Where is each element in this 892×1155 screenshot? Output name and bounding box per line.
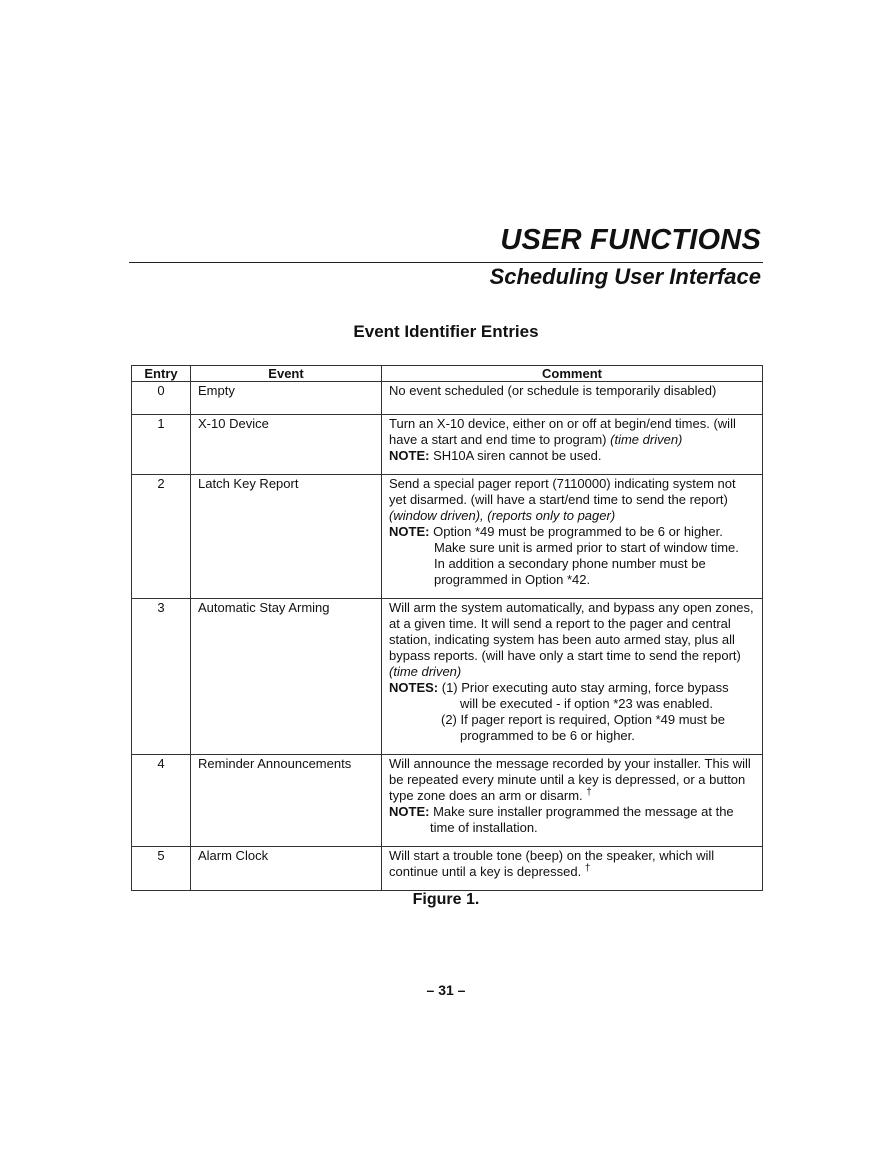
table-header-row [132, 366, 763, 382]
column-header-entry: Entry [132, 366, 191, 382]
entry-cell: 0 [132, 382, 191, 415]
title-rule [129, 262, 763, 263]
comment-italic: (time driven) [389, 664, 462, 679]
column-header-event: Event [191, 366, 382, 382]
page-subtitle: Scheduling User Interface [489, 264, 761, 289]
note-text: (1) Prior executing auto stay arming, force bypass [441, 680, 729, 695]
event-cell: X-10 Device [191, 415, 382, 475]
table-row [132, 755, 763, 847]
note-line: Make sure unit is armed prior to start of window time. [434, 540, 739, 555]
comment-italic: (time driven) [610, 432, 683, 447]
comment-cell [382, 755, 763, 847]
entry-cell: 4 [132, 755, 191, 847]
entry-cell: 3 [132, 599, 191, 755]
entry-cell: 2 [132, 475, 191, 599]
figure-caption: Figure 1. [412, 891, 480, 908]
event-cell: Empty [191, 382, 382, 415]
table-row [132, 847, 763, 891]
comment-cell [382, 599, 763, 755]
dagger-mark: † [586, 787, 592, 798]
table-row [132, 382, 763, 415]
dagger-mark: † [584, 863, 591, 874]
note-line: (2) If pager report is required, Option *49 must be [441, 712, 725, 727]
comment-text: Will announce the message recorded by your installer. This will be repeated every minute until a key is depressed, or a button type zone does an arm or disarm. [389, 756, 751, 803]
note-label: NOTES: [389, 680, 439, 695]
comment-cell [382, 475, 763, 599]
note-text: Option *49 must be programmed to be 6 or higher. [433, 524, 723, 539]
note-label: NOTE: [389, 448, 430, 463]
comment-text: Turn an X-10 device, either on or off at begin/end times. (will have a start and end time to program) [389, 416, 736, 447]
note-text: Make sure installer programmed the message at the [433, 804, 734, 819]
comment-text: Send a special pager report (7110000) indicating system not yet disarmed. (will have a start/end time to send the report) [389, 476, 736, 507]
note-line: programmed to be 6 or higher. [460, 728, 635, 743]
entry-cell: 5 [132, 847, 191, 891]
page-title: USER FUNCTIONS [500, 224, 761, 256]
section-title: Event Identifier Entries [353, 322, 539, 341]
column-header-comment: Comment [382, 366, 763, 382]
comment-cell [382, 382, 763, 415]
comment-text: No event scheduled (or schedule is temporarily disabled) [389, 383, 717, 398]
comment-text: Will arm the system automatically, and bypass any open zones, at a given time. It will send a report to the pager and central station, indicating system has been auto armed stay, plus all bypass reports. (will have only a start time to send the report) [389, 600, 754, 663]
note-line: will be executed - if option *23 was enabled. [460, 696, 713, 711]
event-cell: Alarm Clock [191, 847, 382, 891]
event-identifier-table [131, 365, 763, 891]
table-row [132, 599, 763, 755]
table-row [132, 415, 763, 475]
event-cell: Latch Key Report [191, 475, 382, 599]
comment-italic: (window driven), (reports only to pager) [389, 508, 616, 523]
note-line: programmed in Option *42. [434, 572, 591, 587]
comment-text: Will start a trouble tone (beep) on the speaker, which will continue until a key is depressed. [389, 848, 715, 879]
note-line: In addition a secondary phone number must be [434, 556, 706, 571]
comment-cell [382, 415, 763, 475]
note-text: SH10A siren cannot be used. [433, 448, 602, 463]
comment-cell [382, 847, 763, 891]
note-line: time of installation. [430, 820, 538, 835]
note-label: NOTE: [389, 804, 430, 819]
table-row [132, 475, 763, 599]
event-cell: Reminder Announcements [191, 755, 382, 847]
event-cell: Automatic Stay Arming [191, 599, 382, 755]
entry-cell: 1 [132, 415, 191, 475]
note-label: NOTE: [389, 524, 430, 539]
page-number: – 31 – [426, 982, 466, 998]
